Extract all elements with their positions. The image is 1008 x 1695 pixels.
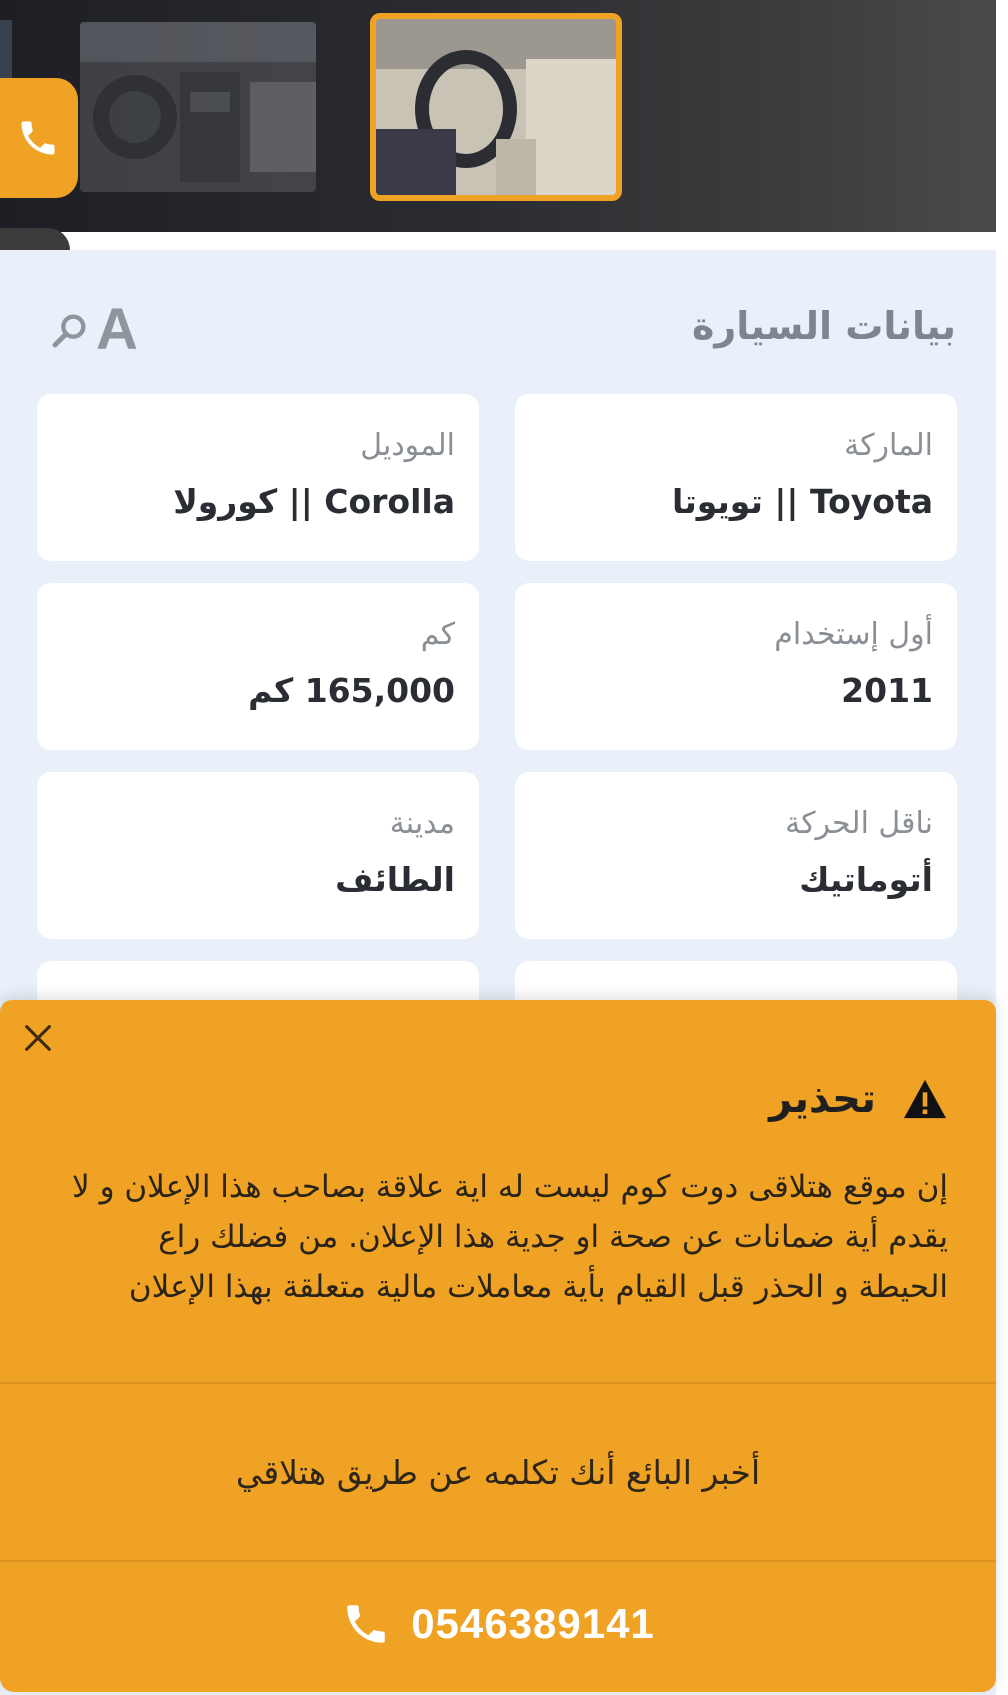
detail-card-model [37,394,479,561]
call-seller-button[interactable] [0,78,78,198]
detail-value: Toyota || تويوتا [671,482,933,521]
phone-number: 0546389141 [411,1600,655,1647]
thumbnail-dashboard[interactable] [80,22,316,192]
thumbnail-steering-wheel[interactable] [370,13,622,201]
warning-title: تحذير [769,1076,876,1122]
search-icon [50,310,90,350]
warning-icon [902,1078,948,1120]
detail-card-city [37,772,479,939]
close-button[interactable] [18,1018,58,1058]
detail-card-transmission [515,772,957,939]
detail-label: ناقل الحركة [785,806,933,841]
steering-wheel-photo [376,19,616,195]
detail-card-mileage [37,583,479,750]
detail-card-brand [515,394,957,561]
detail-value: 2011 [841,671,933,710]
detail-label: الموديل [360,428,455,463]
tell-seller-note: أخبر البائع أنك تكلمه عن طريق هتلاقي [235,1452,761,1492]
close-icon [21,1021,55,1055]
detail-card-first-use [515,583,957,750]
image-gallery [0,0,996,232]
font-size-tool[interactable] [50,296,138,363]
detail-value: أتوماتيك [799,860,933,899]
call-phone-button[interactable] [0,1562,996,1686]
detail-label: أول إستخدام [774,617,933,652]
warning-header [769,1076,948,1122]
section-title: بيانات السيارة [691,304,956,348]
detail-label: مدينة [389,806,455,841]
previous-thumbnail-edge[interactable] [0,20,12,80]
detail-value: Corolla || كورولا [173,482,455,521]
detail-value: 165,000 كم [248,671,455,710]
detail-label: كم [420,617,455,652]
detail-label: الماركة [844,428,933,463]
font-size-letter: A [96,297,138,362]
phone-icon [16,116,60,160]
detail-value: الطائف [335,860,455,899]
warning-message: إن موقع هتلاقى دوت كوم ليست له اية علاقة بصاحب هذا الإعلان و لا يقدم أية ضمانات عن صحة او جدية هذا الإعلان. من فضلك راع الحيطة و الحذر قبل القيام بأية معاملات مالية متعلقة بهذا الإعلان [72,1169,948,1305]
phone-icon [341,1599,391,1649]
dashboard-photo [80,22,316,192]
